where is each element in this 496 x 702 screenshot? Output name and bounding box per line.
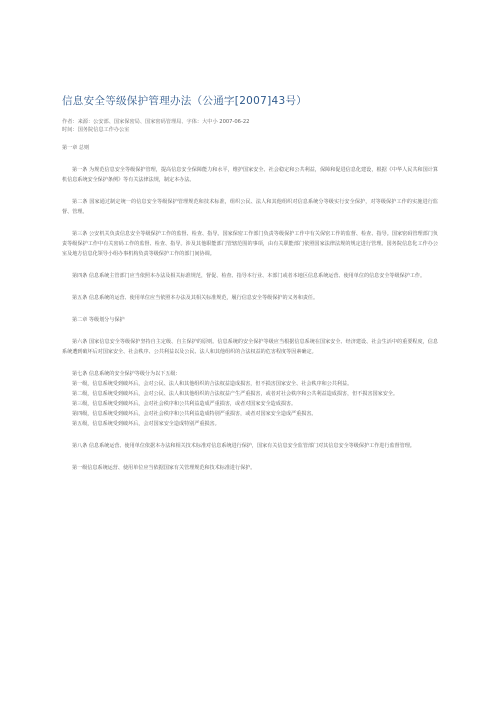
level-item: 第五级，信息系统受到破坏后，会对国家安全造成特别严重损害。	[72, 420, 220, 427]
chapter-heading: 第二章 等级划分与保护	[72, 316, 125, 323]
author-line: 作者：来源：公安部、国家保密局、国家密码管理局、字体：大中小 2007-06-22	[62, 119, 250, 125]
paragraph: 第六条 国家信息安全等级保护坚持自主定级、自主保护的原则。信息系统的安全保护等级应当根据信息系统在国家安全、经济建设、社会生活中的重要程度，信息系统遭到破坏后对国家安全、社会秩序、公共利益以及公民、法人和其他组织的合法权益的危害程度等因素确定。	[62, 338, 438, 355]
level-item: 第三级，信息系统受到破坏后，会对社会秩序和公共利益造成严重损害，或者对国家安全造成损害。	[72, 400, 297, 407]
document-page	[62, 94, 438, 473]
document-body	[62, 143, 438, 473]
chapter-heading: 第一章 总则	[62, 144, 90, 151]
level-item: 第四级，信息系统受到破坏后，会对社会秩序和公共利益造成特别严重损害，或者对国家安全造成严重损害。	[72, 410, 317, 417]
document-meta	[62, 118, 438, 135]
level-item: 第一级，信息系统受到破坏后，会对公民、法人和其他组织的合法权益造成损害，但不损害国家安全、社会秩序和公共利益。	[72, 380, 353, 387]
paragraph: 第五条 信息系统的运营、使用单位应当依照本办法及其相关标准规范，履行信息安全等级保护的义务和责任。	[72, 294, 319, 301]
paragraph: 第一条 为规范信息安全等级保护管理，提高信息安全保障能力和水平，维护国家安全、社会稳定和公共利益，保障和促进信息化建设，根据《中华人民共和国计算机信息系统安全保护条例》等有关法律法规，制定本办法。	[62, 166, 438, 183]
paragraph: 第七条 信息系统的安全保护等级分为以下五级：	[72, 370, 181, 377]
level-item: 第二级，信息系统受到破坏后，会对公民、法人和其他组织的合法权益产生严重损害，或者对社会秩序和公共利益造成损害，但不损害国家安全。	[72, 390, 399, 397]
document-title: 信息安全等级保护管理办法（公通字[2007]43号）	[62, 95, 308, 107]
paragraph: 第八条 信息系统运营、使用单位依据本办法和相关技术标准对信息系统进行保护，国家有关信息安全监管部门对其信息安全等级保护工作进行监督管理。	[72, 442, 415, 449]
paragraph: 第二条 国家通过制定统一的信息安全等级保护管理规范和技术标准，组织公民、法人和其他组织对信息系统分等级实行安全保护，对等级保护工作的实施进行监督、管理。	[62, 198, 438, 215]
time-line: 时间：国务院信息工作办公室	[62, 127, 130, 134]
paragraph: 第四条 信息系统主管部门应当依照本办法及相关标准规范，督促、检查、指导本行业、本部门或者本地区信息系统运营、使用单位的信息安全等级保护工作。	[72, 272, 426, 279]
paragraph: 第三条 公安机关负责信息安全等级保护工作的监督、检查、指导。国家保密工作部门负责等级保护工作中有关保密工作的监督、检查、指导。国家密码管理部门负责等级保护工作中有关密码工作的监督、检查、指导。涉及其他职能部门管辖范围的事项，由有关职能部门依照国家法律法规的规定进行管理。国务院信息化工作办公室及地方信息化领导小组办事机构负责等级保护工作的部门间协调。	[62, 230, 438, 257]
paragraph: 第一级信息系统运营、使用单位应当依据国家有关管理规范和技术标准进行保护。	[72, 464, 256, 471]
